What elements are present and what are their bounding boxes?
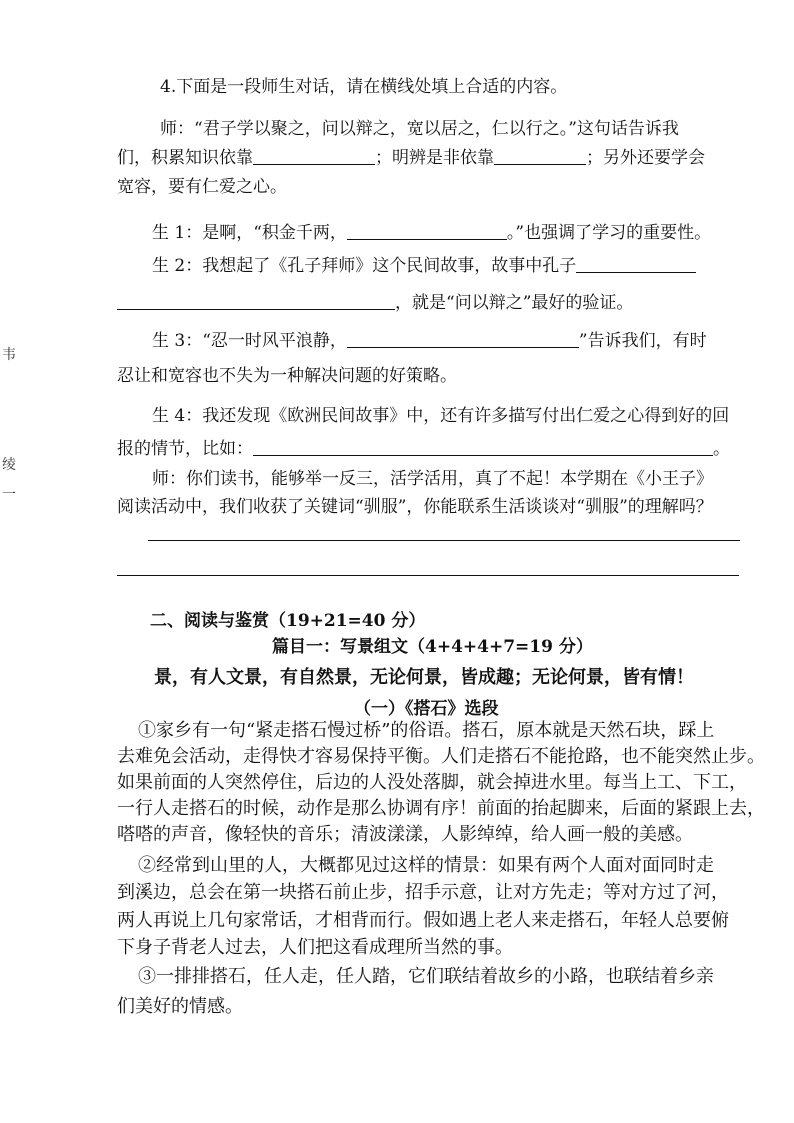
text: 生 1：是啊，“积金千两， [152, 223, 347, 243]
teacher2-line: 师：你们读书，能够举一反三，活学活用，真了不起！本学期在《小王子》 [152, 469, 713, 489]
text: ；另外还要学会 [586, 148, 705, 168]
passage-line: 嗒嗒的声音，像轻快的音乐；清波漾漾，人影绰绰，给人画一般的美感。 [117, 824, 693, 845]
text: 生 3：“忍一时风平浪静， [152, 331, 347, 351]
text: ；明辨是非依靠 [375, 148, 494, 168]
answer-blank[interactable] [117, 293, 395, 310]
question-prompt: 4.下面是一段师生对话，请在横线处填上合适的内容。 [160, 77, 568, 97]
passage-line: 如果前面的人突然停住，后边的人没处落脚，就会掉进水里。每当上工、下工， [117, 772, 747, 793]
text: ，就是“问以辩之”最好的验证。 [395, 293, 634, 313]
answer-blank[interactable] [576, 256, 696, 273]
teacher-line-cont [117, 147, 705, 169]
passage-line: 下身子背老人过去，人们把这看成理所当然的事。 [117, 937, 513, 958]
teacher-line-end: 宽容，要有仁爱之心。 [117, 177, 287, 197]
teacher2-line-cont: 阅读活动中，我们收获了关键词“驯服”，你能联系生活谈谈对“驯服”的理解吗？ [117, 497, 713, 517]
student4-line-cont [117, 438, 730, 460]
margin-mark: 绫 [2, 457, 16, 473]
passage-line: 两人再说上几句家常话，才相背而行。假如遇上老人来走搭石，年轻人总要俯 [117, 910, 729, 931]
answer-blank[interactable] [347, 331, 579, 348]
passage-line: ③一排排搭石，任人走，任人踏，它们联结着故乡的小路，也联结着乡亲 [138, 966, 714, 987]
theme-line: 景，有人文景，有自然景，无论何景，皆成趣；无论何景，皆有情！ [154, 667, 694, 688]
passage-line: 去难免会活动，走得快才容易保持平衡。人们走搭石不能抢路，也不能突然止步。 [117, 746, 765, 767]
student4-line: 生 4：我还发现《欧洲民间故事》中，还有许多描写付出仁爱之心得到好的回 [152, 406, 730, 426]
text: 。 [713, 439, 730, 459]
teacher-line: 师：“君子学以聚之，问以辩之，宽以居之，仁以行之。”这句话告诉我 [160, 119, 679, 139]
answer-blank[interactable] [253, 439, 713, 456]
part-title: 篇目一：写景组文（4+4+4+7=19 分） [272, 637, 593, 657]
text: 们，积累知识依靠 [117, 148, 253, 168]
answer-line[interactable] [117, 575, 739, 576]
answer-blank[interactable] [253, 148, 375, 165]
student2-line [152, 255, 696, 277]
passage-line: ①家乡有一句“紧走搭石慢过桥”的俗语。搭石，原本就是天然石块，踩上 [138, 720, 715, 741]
passage-line: 一行人走搭石的时候，动作是那么协调有序！前面的抬起脚来，后面的紧跟上去， [117, 798, 765, 819]
student2-line-cont [117, 292, 633, 314]
text: ”告诉我们，有时 [578, 331, 707, 351]
passage-line: ②经常到山里的人，大概都见过这样的情景：如果有两个人面对面同时走 [138, 855, 714, 876]
text: 生 2：我想起了《孔子拜师》这个民间故事，故事中孔子 [152, 256, 577, 276]
passage-title: （一）《搭石》选段 [354, 699, 499, 719]
passage-line: 们美好的情感。 [117, 996, 243, 1017]
answer-line[interactable] [148, 540, 740, 541]
text: 。”也强调了学习的重要性。 [506, 223, 712, 243]
answer-blank[interactable] [494, 148, 586, 165]
margin-mark: 韦 [2, 347, 16, 363]
student3-line [152, 330, 707, 352]
student1-line [152, 222, 711, 244]
margin-mark: 一 [2, 487, 16, 503]
section-heading: 二、阅读与鉴赏（19+21=40 分） [150, 611, 426, 631]
passage-line: 到溪边，总会在第一块搭石前止步，招手示意，让对方先走；等对方过了河， [117, 882, 729, 903]
answer-blank[interactable] [347, 223, 507, 240]
text: 报的情节，比如： [117, 439, 253, 459]
student3-line-cont: 忍让和宽容也不失为一种解决问题的好策略。 [117, 366, 457, 386]
